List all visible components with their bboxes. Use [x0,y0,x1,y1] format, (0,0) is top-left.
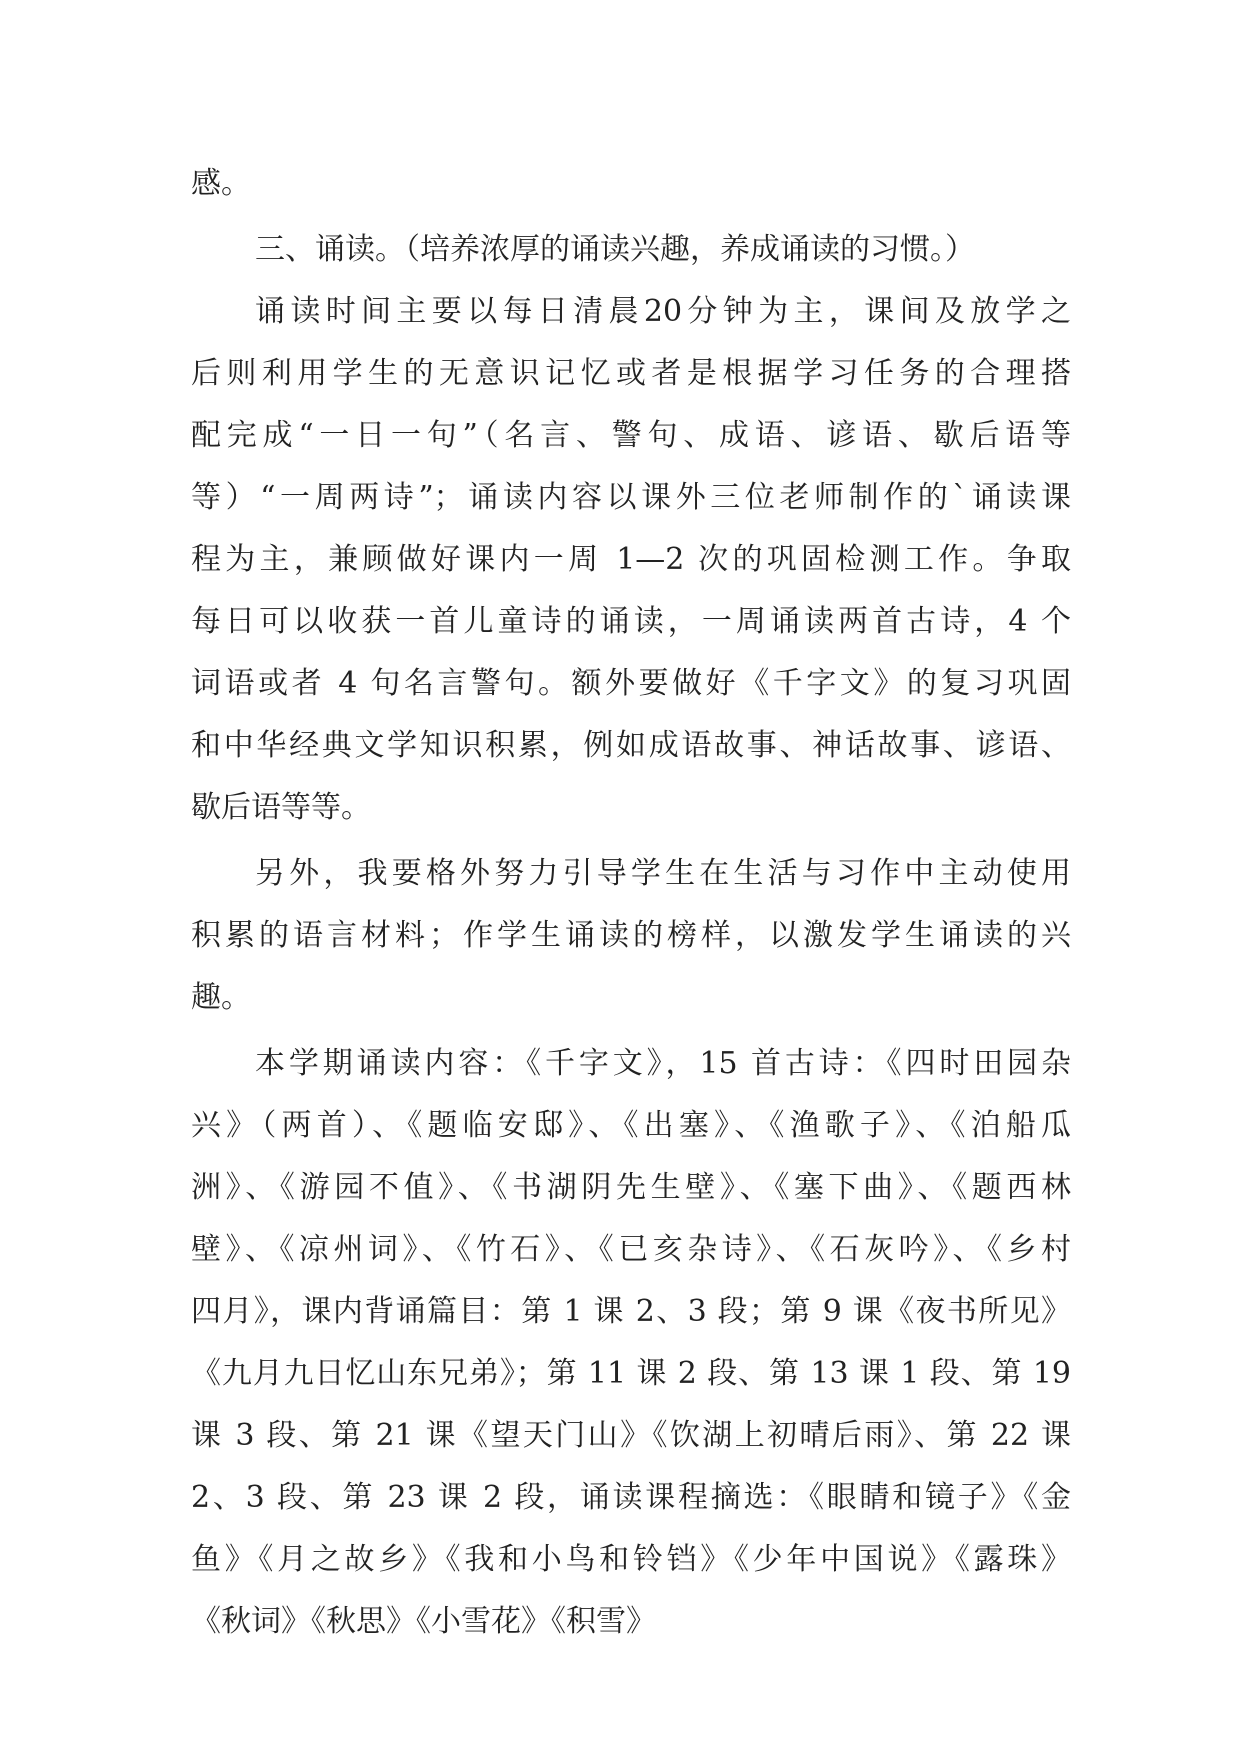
paragraph-line: 诵读时间主要以每日清晨20分钟为主，课间及放学之 [255,294,1071,329]
paragraph-line: 和中华经典文学知识积累，例如成语故事、神话故事、谚语、 [191,728,1071,763]
paragraph-line: 配完成“一日一句”（名言、警句、成语、谚语、歇后语等 [191,418,1071,453]
paragraph-continuation-line: 感。 [191,166,251,201]
paragraph-line: 后则利用学生的无意识记忆或者是根据学习任务的合理搭 [191,356,1071,391]
paragraph-line: 壁》、《凉州词》、《竹石》、《已亥杂诗》、《石灰吟》、《乡村 [191,1232,1071,1267]
paragraph-line: 兴》（两首）、《题临安邸》、《出塞》、《渔歌子》、《泊船瓜 [191,1108,1071,1143]
paragraph-line: 等）“一周两诗”；诵读内容以课外三位老师制作的`诵读课 [191,480,1071,515]
paragraph-line: 鱼》《月之故乡》《我和小鸟和铃铛》《少年中国说》《露珠》 [191,1542,1071,1577]
paragraph-line: 积累的语言材料；作学生诵读的榜样，以激发学生诵读的兴 [191,918,1071,953]
paragraph-line: 程为主，兼顾做好课内一周 1—2 次的巩固检测工作。争取 [191,542,1071,577]
paragraph-line: 2、3 段、第 23 课 2 段，诵读课程摘选：《眼睛和镜子》《金 [191,1480,1071,1515]
paragraph-line: 洲》、《游园不值》、《书湖阴先生壁》、《塞下曲》、《题西林 [191,1170,1071,1205]
paragraph-last-line: 《秋词》《秋思》《小雪花》《积雪》 [191,1604,656,1639]
paragraph-line: 每日可以收获一首儿童诗的诵读，一周诵读两首古诗，4 个 [191,604,1071,639]
paragraph-line: 另外，我要格外努力引导学生在生活与习作中主动使用 [255,856,1071,891]
paragraph-line: 本学期诵读内容：《千字文》，15 首古诗：《四时田园杂 [255,1046,1071,1081]
section-heading: 三、诵读。（培养浓厚的诵读兴趣，养成诵读的习惯。） [255,232,975,267]
paragraph-last-line: 歇后语等等。 [191,790,371,825]
paragraph-line: 四月》，课内背诵篇目：第 1 课 2、3 段；第 9 课《夜书所见》 [191,1294,1071,1329]
document-body [191,153,1071,1653]
paragraph-line: 《九月九日忆山东兄弟》；第 11 课 2 段、第 13 课 1 段、第 19 [191,1356,1071,1391]
paragraph-last-line: 趣。 [191,980,251,1015]
paragraph-line: 词语或者 4 句名言警句。额外要做好《千字文》的复习巩固 [191,666,1071,701]
paragraph-line: 课 3 段、第 21 课《望天门山》《饮湖上初晴后雨》、第 22 课 [191,1418,1071,1453]
